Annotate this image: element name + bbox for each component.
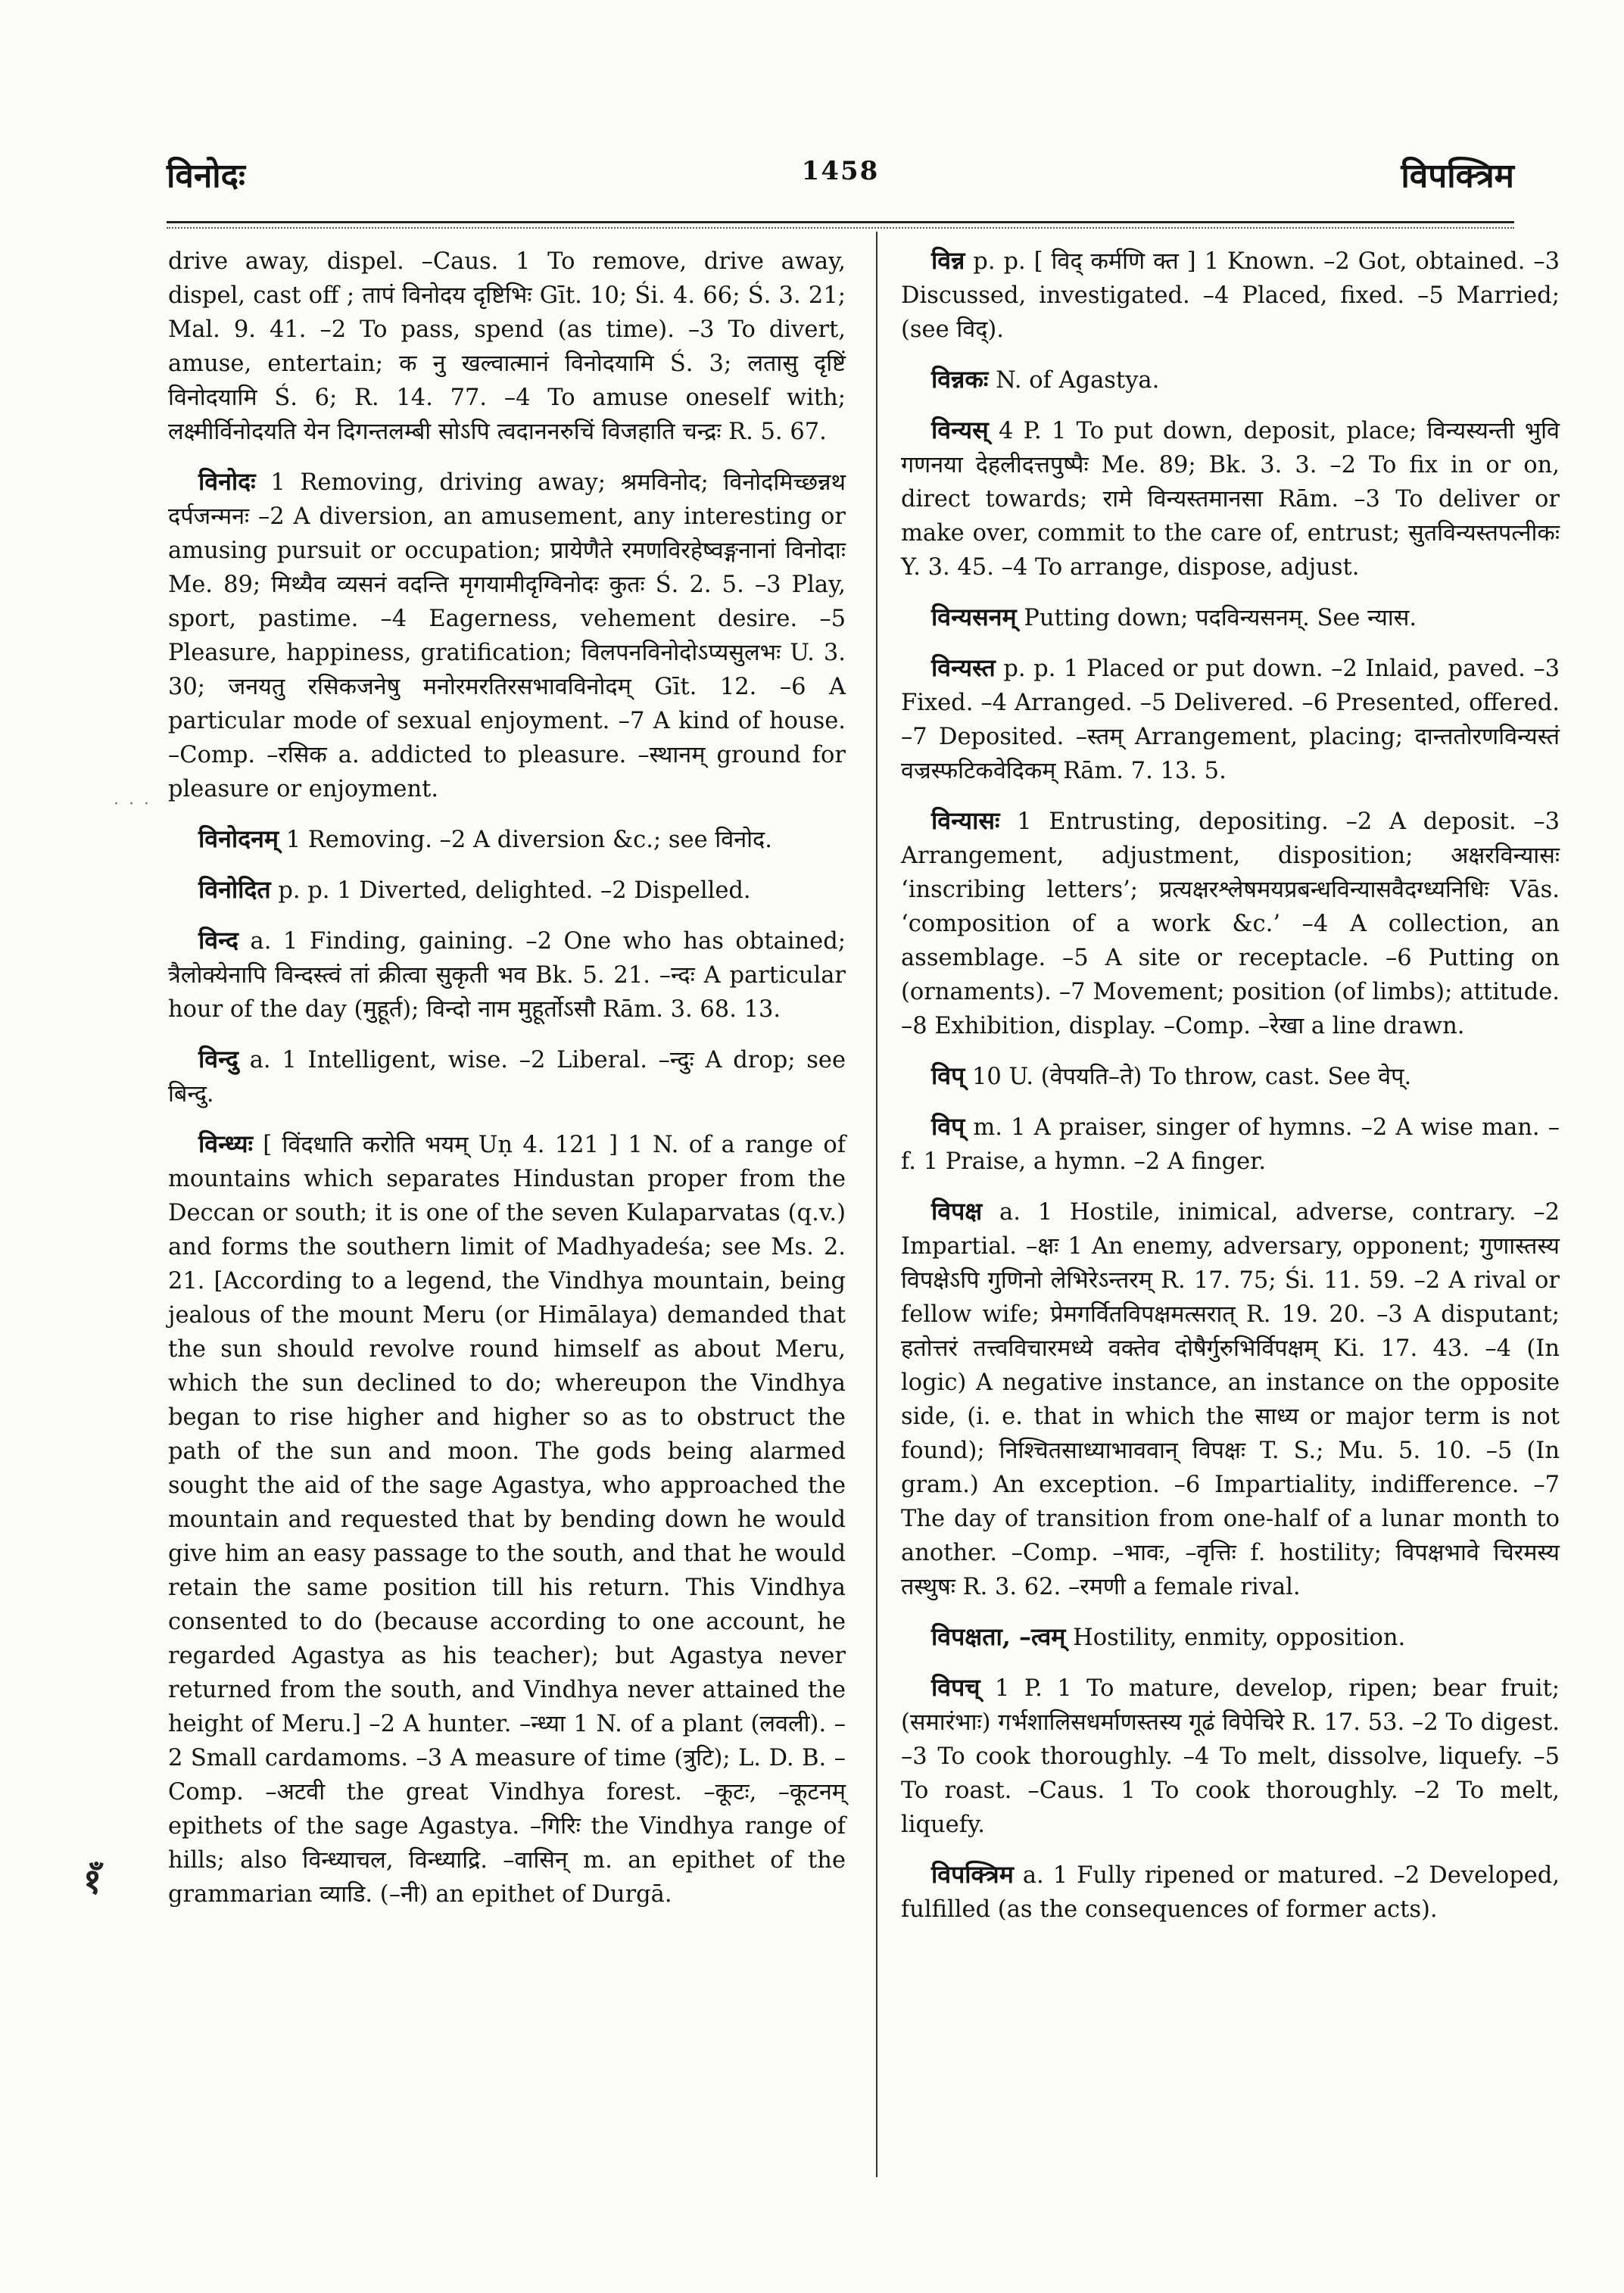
entry-text: 1 Removing, driving away; श्रमविनोद; विनोदमिच्छन्नथ दर्पजन्मनः –2 A diversion, an amusement, any interesting or amusing pursuit or occupation; प्रायेणैते रमणविरहेष्वङ्गनानां विनोदाः Me. 89; मिथ्यैव व्यसनं वदन्ति मृगयामीदृग्विनोदः कुतः Ś. 2. 5. –3 Play, sport, pastime. –4 Eagerness, vehement desire. –5 Pleasure, happiness, gratification; विलपनविनोदोऽप्यसुलभः U. 3. 30; जनयतु रसिकजनेषु मनोरमरतिरसभावविनोदम् Gīt. 12. –6 A particular mode of sexual enjoyment. –7 A kind of house. –Comp. –रसिक a. addicted to pleasure. –स्थानम् ground for pleasure or enjoyment.: [168, 469, 846, 802]
entry-headword: विन्यसनम्: [931, 603, 1017, 631]
page-number: 1458: [801, 156, 880, 186]
entry-headword: विपक्त्रिम: [931, 1860, 1014, 1889]
page-header: [167, 151, 1514, 212]
dictionary-entry: [168, 244, 846, 449]
entry-text: drive away, dispel. –Caus. 1 To remove, drive away, dispel, cast off ; तापं विनोदय दृष्टिभिः Gīt. 10; Śi. 4. 66; Ś. 3. 21; Mal. 9. 41. –2 To pass, spend (as time). –3 To divert, amuse, entertain; क नु खल्वात्मानं विनोदयामि Ś. 3; लतासु दृष्टिं विनोदयामि Ś. 6; R. 14. 77. –4 To amuse oneself with; लक्ष्मीर्विनोदयति येन दिगन्तलम्बी सोऽपि त्वदाननरुचिं विजहाति चन्द्रः R. 5. 67.: [168, 248, 846, 445]
entry-text: [ विंदधाति करोति भयम् Uṇ 4. 121 ] 1 N. of a range of mountains which separates Hindustan proper from the Deccan or south; it is one of the seven Kulaparvatas (q.v.) and forms the southern limit of Madhyadeśa; see Ms. 2. 21. [According to a legend, the Vindhya mountain, being jealous of the mount Meru (or Himālaya) demanded that the sun should revolve round himself as about Meru, which the sun declined to do; whereupon the Vindhya began to rise higher and higher so as to obstruct the path of the sun and moon. The gods being alarmed sought the aid of the sage Agastya, who approached the mountain and requested that by bending down he would give him an easy passage to the south, and that he would retain the same position till his return. This Vindhya consented to do (because according to one account, he regarded Agastya as his teacher); but Agastya never returned from the south, and Vindhya never attained the height of Meru.] –2 A hunter. –न्ध्या 1 N. of a plant (लवली). –2 Small cardamoms. –3 A measure of time (त्रुटि); L. D. B. –Comp. –अटवी the great Vindhya forest. –कूटः, –कूटनम् epithets of the sage Agastya. –गिरिः the Vindhya range of hills; also विन्ध्याचल, विन्ध्याद्रि. –वासिन् m. an epithet of the grammarian व्याडि. (–नी) an epithet of Durgā.: [168, 1132, 846, 1908]
column-divider: [876, 232, 877, 2177]
entry-headword: विनोदः: [198, 467, 256, 496]
header-dotted-rule: [167, 227, 1514, 229]
entry-headword: विप्: [931, 1112, 965, 1141]
entry-text: 1 Entrusting, depositing. –2 A deposit. –3 Arrangement, adjustment, disposition; अक्षरविन्यासः ‘inscribing letters’; प्रत्यक्षरश्लेषमयप्रबन्धविन्यासवैदग्ध्यनिधिः Vās. ‘composition of a work &c.’ –4 A collection, an assemblage. –5 A site or receptacle. –6 Putting on (ornaments). –7 Movement; position (of limbs); attitude. –8 Exhibition, display. –Comp. –रेखा a line drawn.: [901, 808, 1560, 1039]
entry-text: p. p. [ विद् कर्मणि क्त ] 1 Known. –2 Got, obtained. –3 Discussed, investigated. –4 Placed, fixed. –5 Married; (see विद्).: [901, 248, 1560, 343]
dictionary-entry: [901, 244, 1560, 347]
dictionary-entry: [168, 1127, 846, 1911]
margin-dots: · · ·: [114, 795, 151, 814]
entry-headword: विन्यस्त: [931, 653, 996, 682]
dictionary-entry: [901, 413, 1560, 584]
dictionary-entry: [901, 1620, 1560, 1655]
entry-text: 10 U. (वेपयति–ते) To throw, cast. See वेप्.: [971, 1064, 1412, 1090]
entry-text: a. 1 Finding, gaining. –2 One who has obtained; त्रैलोक्येनापि विन्दस्त्वं तां क्रीत्वा सुकृती भव Bk. 5. 21. –न्दः A particular hour of the day (मुहूर्त); विन्दो नाम मुहूर्तोऽसौ Rām. 3. 68. 13.: [168, 928, 846, 1023]
dictionary-entry: [901, 804, 1560, 1043]
entry-headword: विन्यासः: [931, 806, 1000, 835]
dictionary-entry: [901, 1858, 1560, 1927]
left-running-headword: विनोदः: [167, 157, 245, 195]
dictionary-entry: [168, 465, 846, 806]
dictionary-entry: [901, 1059, 1560, 1094]
entry-text: N. of Agastya.: [996, 367, 1160, 394]
dictionary-entry: [901, 600, 1560, 635]
entry-headword: विन्यस्: [931, 416, 989, 444]
entry-text: Hostility, enmity, opposition.: [1073, 1625, 1406, 1651]
margin-thumb-mark: १ँ: [83, 1861, 101, 1902]
dictionary-entry: [901, 651, 1560, 788]
entry-headword: विपच्: [931, 1673, 980, 1702]
header-rule: [167, 221, 1514, 223]
entry-text: 1 P. 1 To mature, develop, ripen; bear fruit; (समारंभाः) गर्भशालिसधर्माणस्तस्य गूढं विपेचिरे R. 17. 53. –2 To digest. –3 To cook thoroughly. –4 To melt, dissolve, liquefy. –5 To roast. –Caus. 1 To cook thoroughly. –2 To melt, liquefy.: [901, 1675, 1560, 1838]
dictionary-entry: [168, 1042, 846, 1111]
dictionary-entry: [168, 924, 846, 1027]
entry-text: a. 1 Fully ripened or matured. –2 Developed, fulfilled (as the consequences of former acts).: [901, 1862, 1560, 1923]
dictionary-entry: [168, 822, 846, 857]
entry-headword: विन्नकः: [931, 365, 989, 394]
entry-text: 1 Removing. –2 A diversion &c.; see विनोद.: [285, 827, 772, 853]
entry-text: 4 P. 1 To put down, deposit, place; विन्यस्यन्ती भुवि गणनया देहलीदत्तपुष्पैः Me. 89; Bk. 3. 3. –2 To fix in or on, direct towards; रामे विन्यस्तमानसा Rām. –3 To deliver or make over, commit to the care of, entrust; सुतविन्यस्तपत्नीकः Y. 3. 45. –4 To arrange, dispose, adjust.: [901, 418, 1560, 581]
entry-text: p. p. 1 Diverted, delighted. –2 Dispelled.: [278, 877, 751, 904]
dictionary-entry: [168, 873, 846, 908]
entry-headword: विप्: [931, 1061, 965, 1090]
entry-headword: विनोदनम्: [198, 824, 279, 853]
entry-text: a. 1 Intelligent, wise. –2 Liberal. –न्दुः A drop; see बिन्दु.: [168, 1047, 846, 1108]
dictionary-entry: [901, 1671, 1560, 1842]
entry-headword: विन्न: [931, 246, 965, 275]
entry-headword: विन्द: [198, 926, 238, 955]
entry-text: p. p. 1 Placed or put down. –2 Inlaid, paved. –3 Fixed. –4 Arranged. –5 Delivered. –6 Presented, offered. –7 Deposited. –स्तम् Arrangement, placing; दान्ततोरणविन्यस्तं वज्रस्फटिकवेदिकम् Rām. 7. 13. 5.: [901, 656, 1560, 784]
entry-headword: विन्ध्यः: [198, 1129, 254, 1158]
left-column: [168, 244, 846, 1927]
dictionary-entry: [901, 1195, 1560, 1604]
right-running-headword: विपक्त्रिम: [1401, 157, 1514, 195]
entry-text: m. 1 A praiser, singer of hymns. –2 A wise man. –f. 1 Praise, a hymn. –2 A finger.: [901, 1114, 1560, 1175]
entry-headword: विपक्ष: [931, 1197, 983, 1226]
entry-headword: विपक्षता, –त्वम्: [931, 1622, 1066, 1651]
dictionary-entry: [901, 363, 1560, 397]
entry-headword: विनोदित: [198, 875, 271, 904]
right-column: [901, 244, 1560, 1943]
dictionary-entry: [901, 1110, 1560, 1179]
entry-text: a. 1 Hostile, inimical, adverse, contrary. –2 Impartial. –क्षः 1 An enemy, adversary, opponent; गुणास्तस्य विपक्षेऽपि गुणिनो लेभिरेऽन्तरम् R. 17. 75; Śi. 11. 59. –2 A rival or fellow wife; प्रेमगर्वितविपक्षमत्सरात् R. 19. 20. –3 A disputant; हतोत्तरं तत्त्वविचारमध्ये वक्तेव दोषैर्गुरुभिर्विपक्षम् Ki. 17. 43. –4 (In logic) A negative instance, an instance on the opposite side, (i. e. that in which the साध्य or major term is not found); निश्चितसाध्याभाववान् विपक्षः T. S.; Mu. 5. 10. –5 (In gram.) An exception. –6 Impartiality, indifference. –7 The day of transition from one-half of a lunar month to another. –Comp. –भावः, –वृत्तिः f. hostility; विपक्षभावे चिरमस्य तस्थुषः R. 3. 62. –रमणी a female rival.: [901, 1199, 1560, 1600]
entry-headword: विन्दु: [198, 1045, 238, 1073]
entry-text: Putting down; पदविन्यसनम्. See न्यास.: [1024, 605, 1417, 631]
